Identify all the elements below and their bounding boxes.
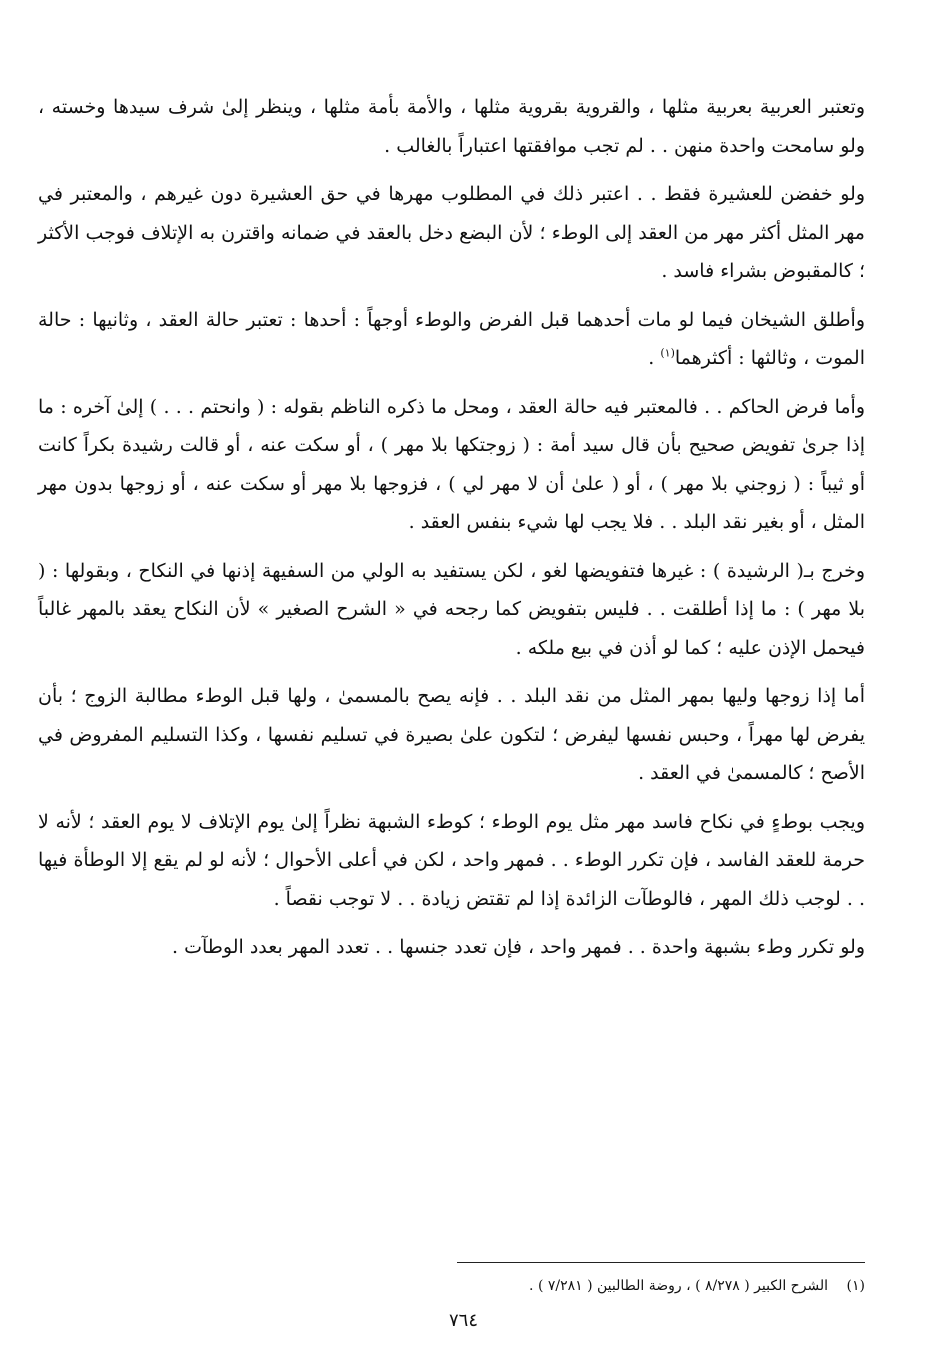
paragraph-4: وأما فرض الحاكم . . فالمعتبر فيه حالة العقد ، ومحل ما ذكره الناظم بقوله : ( وانحتم . . . ) إلىٰ آخره : ما إذا جرىٰ تفويض صحيح بأن قال سيد أمة : ( زوجتكها بلا مهر ) ، أو سكت عنه ، أو قالت رشيدة بكراً كانت أو ثيباً : ( زوجني بلا مهر ) ، أو ( علىٰ أن لا مهر لي ) ، فزوجها بلا مهر أو سكت عنه ، أو زوجها بدون مهر المثل ، أو بغير نقد البلد . . فلا يجب لها شيء بنفس العقد . xyxy=(38,395,865,533)
paragraph-6: أما إذا زوجها وليها بمهر المثل من نقد البلد . . فإنه يصح بالمسمىٰ ، ولها قبل الوطء مطالبة الزوج ؛ بأن يفرض لها مهراً ، وحبس نفسها ليفرض ؛ لتكون علىٰ بصيرة في تسليم نفسها ، وكذا التسليم المفروض في الأصح ؛ كالمسمىٰ في العقد . xyxy=(38,685,865,784)
paragraph-3-tail: . xyxy=(648,347,661,369)
paragraph-3-text: وأطلق الشيخان فيما لو مات أحدهما قبل الفرض والوطء أوجهاً : أحدها : تعتبر حالة العقد ، وثانيها : حالة الموت ، وثالثها : أكثرهما xyxy=(38,308,865,369)
footnote-reference[interactable]: (١) xyxy=(660,346,675,360)
footnote xyxy=(38,1275,865,1297)
paragraph-7: ويجب بوطءٍ في نكاح فاسد مهر مثل يوم الوطء ؛ كوطء الشبهة نظراً إلىٰ يوم الإتلاف لا يوم العقد ؛ لأنه لا حرمة للعقد الفاسد ، فإن تكرر الوطء . . فمهر واحد ، لكن في أعلى الأحوال ؛ لأنه لو لم يقع إلا الوطأة فيها . . لوجب ذلك المهر ، فالوطآت الزائدة إذا لم تقتض زيادة . . لا توجب نقصاً . xyxy=(38,810,865,910)
paragraph-8: ولو تكرر وطء بشبهة واحدة . . فمهر واحد ، فإن تعدد جنسها . . تعدد المهر بعدد الوطآت . xyxy=(172,936,865,958)
footnote-text: الشرح الكبير ( ٨/٢٧٨ ) ، روضة الطالبين ( ٧/٢٨١ ) . xyxy=(529,1278,829,1294)
page-number: ٧٦٤ xyxy=(448,1310,478,1331)
paragraph-5: وخرج بـ( الرشيدة ) : غيرها فتفويضها لغو ، لكن يستفيد به الولي من السفيهة إذنها في النكاح ، وبقولها : ( بلا مهر ) : ما إذا أطلقت . . فليس بتفويض كما رجحه في « الشرح الصغير » لأن النكاح يعقد بالمهر غالباً فيحمل الإذن عليه ؛ كما لو أذن في بيع ملكه . xyxy=(38,559,866,659)
paragraph-2: ولو خفضن للعشيرة فقط . . اعتبر ذلك في المطلوب مهرها في حق العشيرة دون غيرهم ، والمعتبر في مهر المثل أكثر مهر من العقد إلى الوطء ؛ لأن البضع دخل بالعقد في ضمانه واقترن به الإتلاف فوجب الأكثر ؛ كالمقبوض بشراء فاسد . xyxy=(38,183,865,282)
paragraph-3 xyxy=(38,301,865,378)
footnote-number: (١) xyxy=(846,1278,865,1294)
page-body xyxy=(38,88,865,967)
footnote-divider xyxy=(457,1262,865,1263)
paragraph-1: وتعتبر العربية بعربية مثلها ، والقروية بقروية مثلها ، والأمة بأمة مثلها ، وينظر إلىٰ شرف سيدها وخسته ، ولو سامحت واحدة منهن . . لم تجب موافقتها اعتباراً بالغالب . xyxy=(38,96,865,157)
